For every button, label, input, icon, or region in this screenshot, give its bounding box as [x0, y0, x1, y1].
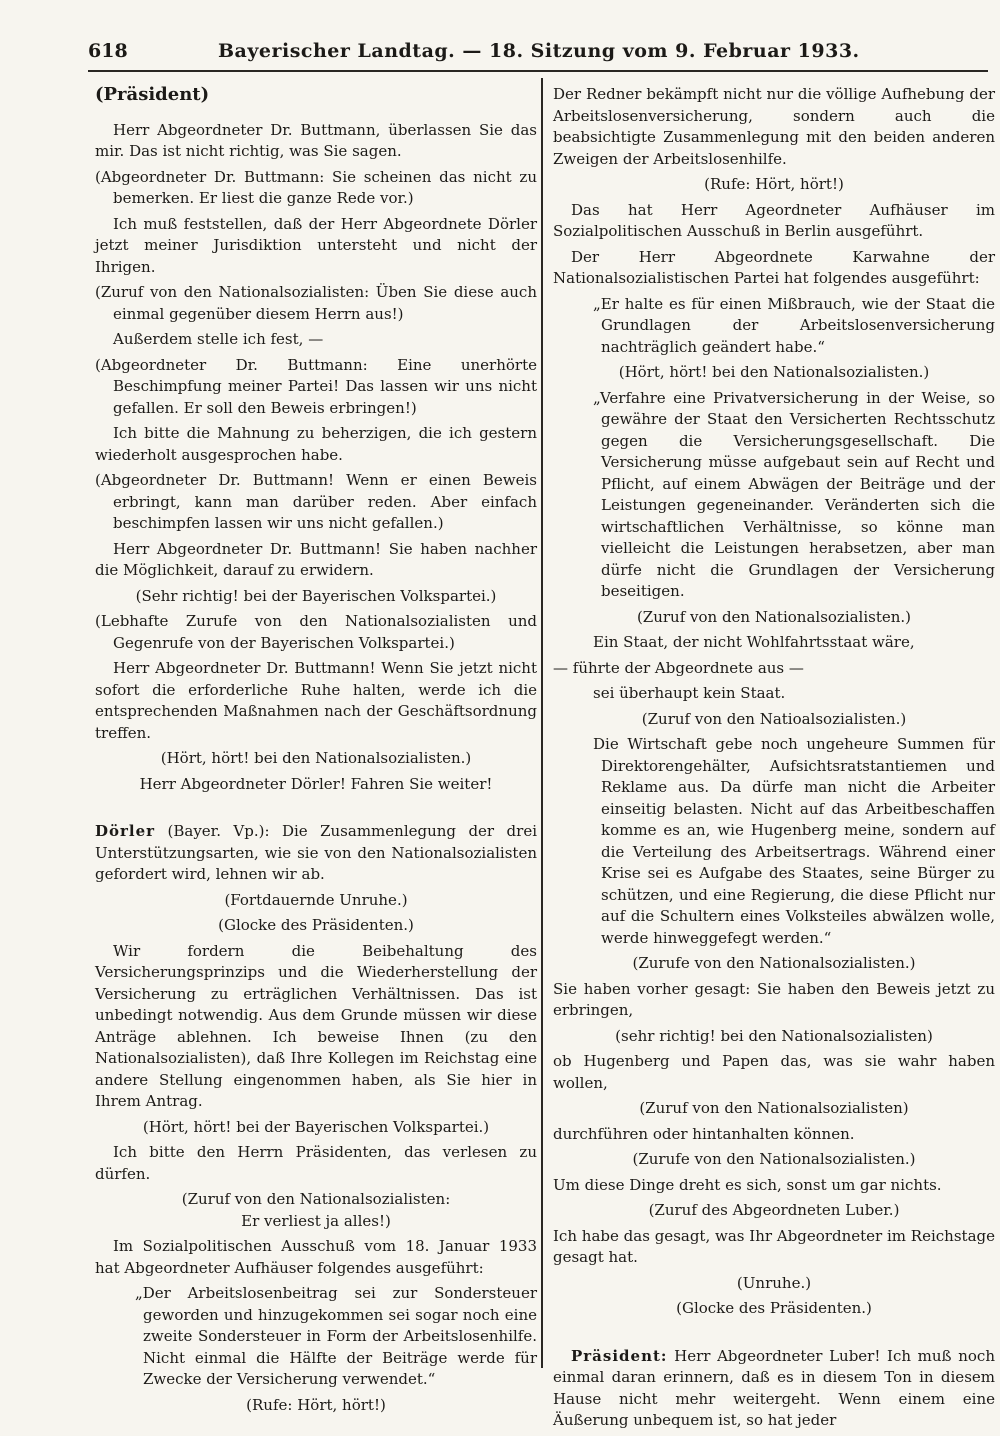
left-column: [95, 84, 537, 1420]
speech-text: (Bayer. Vp.): Die Zusammenlegung der drei Unterstützungsarten, wie sie von den Nationalsozialisten gefordert wird, lehnen wir ab.: [95, 822, 537, 883]
quotation: „Verfahre eine Privatversicherung in der Weise, so gewähre der Staat den Versicherten Rechtsschutz gegen die Versicherungsgesellschaft. Die Versicherung müsse aufgebaut sein auf Recht und Pflicht, auf einem Abwägen der Beiträge und der Leistungen gegeneinander. Veränderten sich die wirtschaftlichen Verhältnisse, so könne man vielleicht die Leistungen herabsetzen, aber man dürfe nicht die Grundlagen der Versicherung beseitigen.: [593, 388, 995, 600]
paragraph: durchführen oder hintanhalten können.: [553, 1124, 855, 1143]
speaker-paragraph: [95, 821, 537, 886]
interjection: (Glocke des Präsidenten.): [218, 916, 414, 934]
interjection: (sehr richtig! bei den Nationalsozialisten): [615, 1026, 933, 1045]
interjection: (Zuruf von den Nationalsozialisten): [639, 1099, 909, 1117]
paragraph: Außerdem stelle ich fest, —: [113, 330, 324, 348]
page-header: [88, 30, 988, 72]
speech-text: Herr Abgeordneter Luber! Ich muß noch einmal daran erinnern, daß es in diesem Ton in diesem Hause nicht mehr weitergeht. Wenn einem eine Äußerung unbequem ist, so hat jeder: [553, 1346, 995, 1429]
interjection: (Rufe: Hört, hört!): [246, 1395, 386, 1414]
interjection: (Hört, hört! bei den Nationalsozialisten.): [618, 363, 930, 381]
quotation: Ein Staat, der nicht Wohlfahrtsstaat wäre,: [593, 633, 915, 651]
paragraph: Das hat Herr Ageordneter Aufhäuser im Sozialpolitischen Ausschuß in Berlin ausgeführt.: [553, 200, 995, 240]
interjection: (Zuruf von den Nationalsozialisten:: [181, 1190, 451, 1208]
quotation: „Er halte es für einen Mißbrauch, wie der Staat die Grundlagen der Arbeitslosenversicherung nachträglich geändert habe.“: [593, 294, 995, 356]
running-title: Bayerischer Landtag. — 18. Sitzung vom 9. Februar 1933.: [218, 40, 860, 62]
interjection: (Zuruf des Abgeordneten Luber.): [648, 1201, 900, 1219]
interjection: (Abgeordneter Dr. Buttmann! Wenn er einen Beweis erbringt, kann man darüber reden. Aber einfach beschimpfen lassen wir uns nicht gefallen.): [95, 471, 537, 532]
speaker-name: Dörler: [95, 822, 156, 840]
paragraph: Ich muß feststellen, daß der Herr Abgeordnete Dörler jetzt meiner Jurisdiktion untersteht und nicht der Ihrigen.: [95, 214, 537, 276]
paragraph: — führte der Abgeordnete aus —: [553, 658, 804, 677]
paragraph: Ich bitte den Herrn Präsidenten, das verlesen zu dürfen.: [95, 1143, 537, 1183]
interjection: (Zuruf von den Nationalsozialisten: Üben Sie diese auch einmal gegenüber diesem Herrn aus!): [95, 283, 537, 323]
interjection: (Abgeordneter Dr. Buttmann: Eine unerhörte Beschimpfung meiner Partei! Das lassen wir uns nicht gefallen. Er soll den Beweis erbringen!): [95, 355, 537, 417]
paragraph: Der Redner bekämpft nicht nur die völlige Aufhebung der Arbeitslosenversicherung, sondern auch die beabsichtigte Zusammenlegung mit den beiden anderen Zweigen der Arbeitslosenhilfe.: [553, 85, 995, 168]
interjection: (Unruhe.): [736, 1273, 812, 1292]
paragraph: Ich bitte die Mahnung zu beherzigen, die ich gestern wiederholt ausgesprochen habe.: [95, 424, 537, 464]
right-column: [553, 84, 995, 1436]
interjection: (Abgeordneter Dr. Buttmann: Sie scheinen das nicht zu bemerken. Er liest die ganze Rede vor.): [95, 167, 537, 207]
quotation: Die Wirtschaft gebe noch ungeheure Summen für Direktorengehälter, Aufsichtsratstantiemen und Reklame aus. Da dürfe man nicht die Arbeiter einseitig belasten. Nicht auf das Arbeitbeschaffen komme es an, wie Hugenberg meine, sondern auf die Verteilung des Arbeitsertrags. Während einer Krise sei es Aufgabe des Staates, seine Bürger zu schützen, und eine Regierung, die diese Pflicht nur auf die Schultern eines Volksteiles abwälzen wolle, werde hinweggefegt werden.“: [593, 735, 995, 947]
interjection: (Zurufe von den Nationalsozialisten.): [632, 1150, 916, 1168]
interjection: (Sehr richtig! bei der Bayerischen Volkspartei.): [135, 586, 497, 605]
interjection: (Rufe: Hört, hört!): [704, 175, 844, 193]
speaker-paragraph: [553, 1346, 995, 1432]
paragraph: Herr Abgeordneter Dr. Buttmann! Sie haben nachher die Möglichkeit, darauf zu erwidern.: [95, 539, 537, 579]
interjection: (Zuruf von den Nationalsozialisten.): [636, 607, 912, 626]
paragraph: Herr Abgeordneter Dr. Buttmann, überlassen Sie das mir. Das ist nicht richtig, was Sie sagen.: [95, 120, 537, 160]
paragraph: ob Hugenberg und Papen das, was sie wahr haben wollen,: [553, 1052, 995, 1092]
paragraph: Herr Abgeordneter Dr. Buttmann! Wenn Sie jetzt nicht sofort die erforderliche Ruhe halten, werde ich die entsprechenden Maßnahmen nach der Geschäftsordnung treffen.: [95, 659, 537, 742]
paragraph: Im Sozialpolitischen Ausschuß vom 18. Januar 1933 hat Abgeordneter Aufhäuser folgendes ausgeführt:: [95, 1237, 537, 1277]
paragraph: Herr Abgeordneter Dörler! Fahren Sie weiter!: [139, 774, 493, 793]
paragraph: Um diese Dinge dreht es sich, sonst um gar nichts.: [553, 1175, 942, 1194]
interjection: (Zurufe von den Nationalsozialisten.): [632, 954, 916, 972]
paragraph: Der Herr Abgeordnete Karwahne der Nationalsozialistischen Partei hat folgendes ausgeführt:: [553, 247, 995, 287]
interjection: Er verliest ja alles!): [241, 1211, 391, 1230]
paragraph: Ich habe das gesagt, was Ihr Abgeordneter im Reichstage gesagt hat.: [553, 1226, 995, 1266]
interjection: (Glocke des Präsidenten.): [676, 1299, 872, 1317]
paragraph: Wir fordern die Beibehaltung des Versicherungsprinzips und die Wiederherstellung der Versicherung zu erträglichen Verhältnissen. Das ist unbedingt notwendig. Aus dem Grunde müssen wir diese Anträge ablehnen. Ich beweise Ihnen (zu den Nationalsozialisten), daß Ihre Kollegen im Reichstag eine andere Stellung eingenommen haben, als Sie hier in Ihrem Antrag.: [95, 941, 537, 1110]
interjection: (Hört, hört! bei der Bayerischen Volkspartei.): [142, 1117, 490, 1136]
page-number: 618: [88, 40, 128, 62]
interjection: (Zuruf von den Natioalsozialisten.): [641, 709, 907, 728]
quotation: sei überhaupt kein Staat.: [593, 684, 786, 702]
interjection: (Lebhafte Zurufe von den Nationalsozialisten und Gegenrufe von der Bayerischen Volkspartei.): [95, 612, 537, 652]
paragraph: Sie haben vorher gesagt: Sie haben den Beweis jetzt zu erbringen,: [553, 979, 995, 1019]
speaker-name: Präsident:: [571, 1346, 668, 1365]
column-divider: [541, 78, 543, 1368]
speaker-heading: (Präsident): [95, 84, 210, 105]
interjection: (Fortdauernde Unruhe.): [224, 890, 408, 909]
quotation: „Der Arbeitslosenbeitrag sei zur Sondersteuer geworden und hinzugekommen sei sogar noch eine zweite Sondersteuer in Form der Arbeitslosenhilfe. Nicht einmal die Hälfte der Beiträge werde für Zwecke der Versicherung verwendet.“: [135, 1284, 537, 1388]
interjection: (Hört, hört! bei den Nationalsozialisten.): [160, 749, 472, 767]
